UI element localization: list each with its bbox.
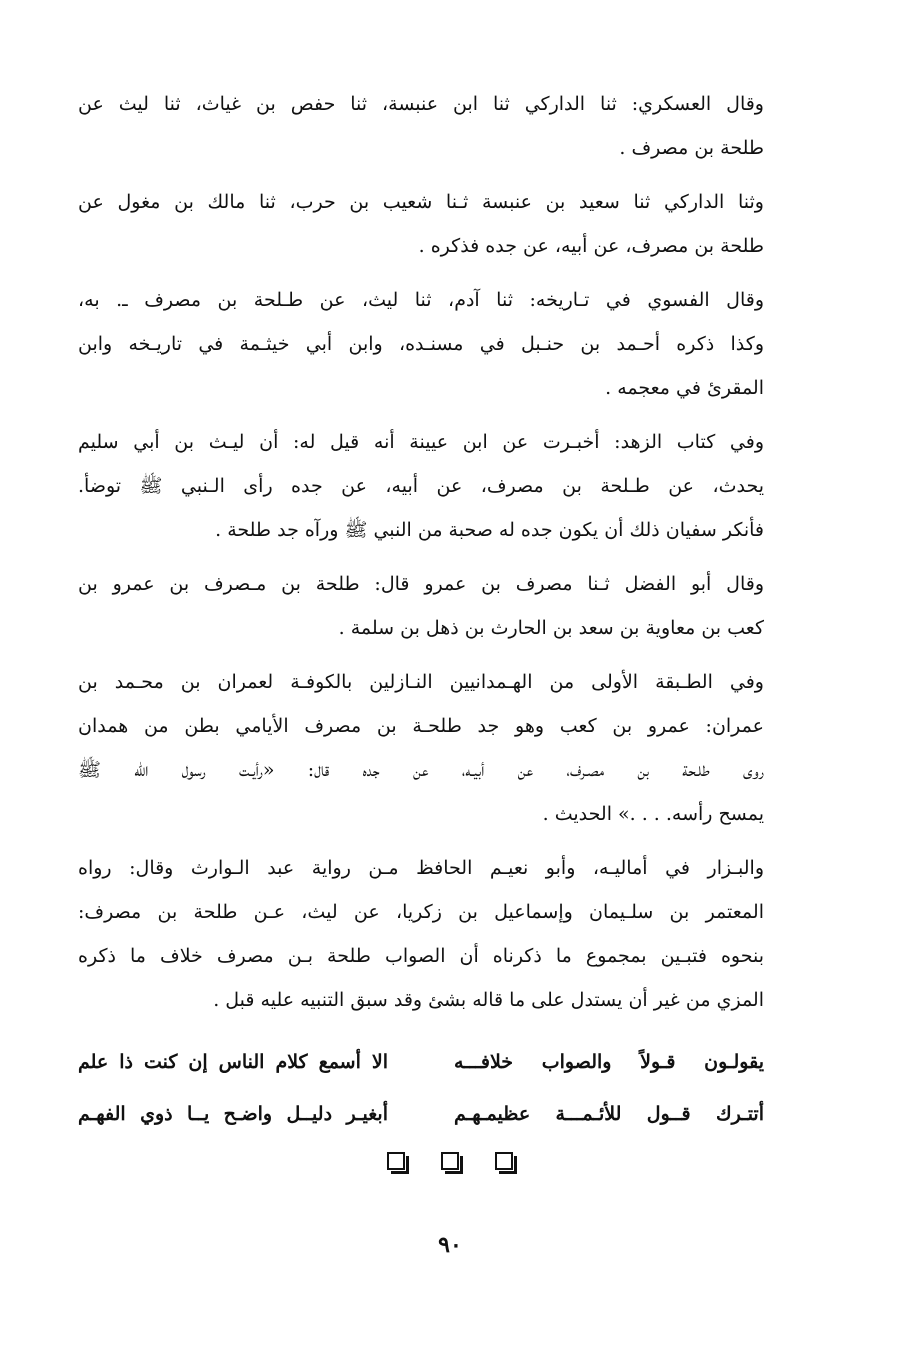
text-line: المقرئ في معجمه . bbox=[605, 377, 764, 399]
text-line: وقال الفسوي في تـاريخه: ثنا آدم، ثنا ليث، عن طـلحة بن مصرف ـ. به، bbox=[78, 289, 764, 311]
text-line: طلحة بن مصرف، عن أبيه، عن جده فذكره . bbox=[418, 235, 764, 257]
section-divider bbox=[0, 1152, 900, 1170]
text-line: والبـزار في أماليـه، وأبو نعيـم الحافظ مـن رواية عبد الـوارث وقال: رواه bbox=[78, 857, 764, 879]
text-line: عمران: عمرو بن كعب وهو جد طلحـة بن مصرف الأيامي بطن من همدان bbox=[78, 715, 764, 737]
document-body bbox=[78, 82, 764, 1140]
text-line: وفي كتاب الزهد: أخبـرت عن ابن عيينة أنه قيل له: أن ليـث بن أبي سليم bbox=[78, 431, 764, 453]
text-line: وقال أبو الفضل ثـنا مصرف بن عمرو قال: طلحة بن مـصرف بن عمرو بن bbox=[78, 573, 764, 595]
poem-verse bbox=[78, 1036, 764, 1088]
text-line: وفي الطـبقة الأولى من الهـمدانيين النـازلين بالكوفـة لعمران بن محـمد بن bbox=[78, 671, 764, 693]
paragraph bbox=[78, 278, 764, 410]
paragraph bbox=[78, 180, 764, 268]
verse-hemistich-first: يقولـون قـولاً والصواب خلافـــه bbox=[454, 1051, 764, 1073]
square-ornament-icon bbox=[387, 1152, 405, 1170]
poem bbox=[78, 1036, 764, 1140]
page-number: ٩٠ bbox=[438, 1232, 462, 1258]
paragraph bbox=[78, 82, 764, 170]
square-ornament-icon bbox=[441, 1152, 459, 1170]
text-line: وقال العسكري: ثنا الداركي ثنا ابن عنبسة، ثنا حفص بن غياث، ثنا ليث عن bbox=[78, 93, 764, 115]
text-line: المعتمر بن سلـيمان وإسماعيل بن زكريا، عن ليث، عـن طلحة بن مصرف: bbox=[78, 901, 764, 923]
text-line: طلحة بن مصرف . bbox=[619, 137, 764, 159]
text-line: كعب بن معاوية بن سعد بن الحارث بن ذهل بن سلمة . bbox=[338, 617, 764, 639]
text-line: المزي من غير أن يستدل على ما قاله بشئ وقد سبق التنبيه عليه قبل . bbox=[213, 989, 764, 1011]
paragraph bbox=[78, 562, 764, 650]
text-line: وثنا الداركي ثنا سعيد بن عنبسة ثـنا شعيب بن حرب، ثنا مالك بن مغول عن bbox=[78, 191, 764, 213]
text-line: يحدث، عن طـلحة بن مصرف، عن أبيه، عن جده رأى الـنبي ﷺ توضأ. bbox=[78, 475, 764, 497]
text-line: وكذا ذكره أحـمد بن حنـبل في مسنـده، وابن أبي خيثـمة في تاريـخه وابن bbox=[78, 333, 764, 355]
text-line: فأنكر سفيان ذلك أن يكون جده له صحبة من النبي ﷺ ورآه جد طلحة . bbox=[215, 519, 764, 541]
paragraph bbox=[78, 420, 764, 552]
text-line: بنحوه فتبـين بمجموع ما ذكرناه أن الصواب طلحة بـن مصرف خلاف ما ذكره bbox=[78, 945, 764, 967]
paragraph bbox=[78, 660, 764, 836]
text-line: روى طلـحة بن مصـرف، عن أبيـه، عن جده قال: «رأيـت رسول الله ﷺ bbox=[78, 759, 764, 781]
paragraph bbox=[78, 846, 764, 1022]
paragraphs bbox=[78, 82, 764, 1022]
text-line: يمسح رأسه. . . .» الحديث . bbox=[542, 803, 764, 825]
square-ornament-icon bbox=[495, 1152, 513, 1170]
verse-hemistich-first: أتتـرك قــول للأئـمـــة عظيمـهـم bbox=[454, 1103, 764, 1125]
poem-verse bbox=[78, 1088, 764, 1140]
verse-hemistich-second: أبغيـر دليــل واضـح يــا ذوي الفهـم bbox=[78, 1103, 388, 1125]
verse-hemistich-second: الا أسمع كلام الناس إن كنت ذا علم bbox=[78, 1051, 388, 1073]
